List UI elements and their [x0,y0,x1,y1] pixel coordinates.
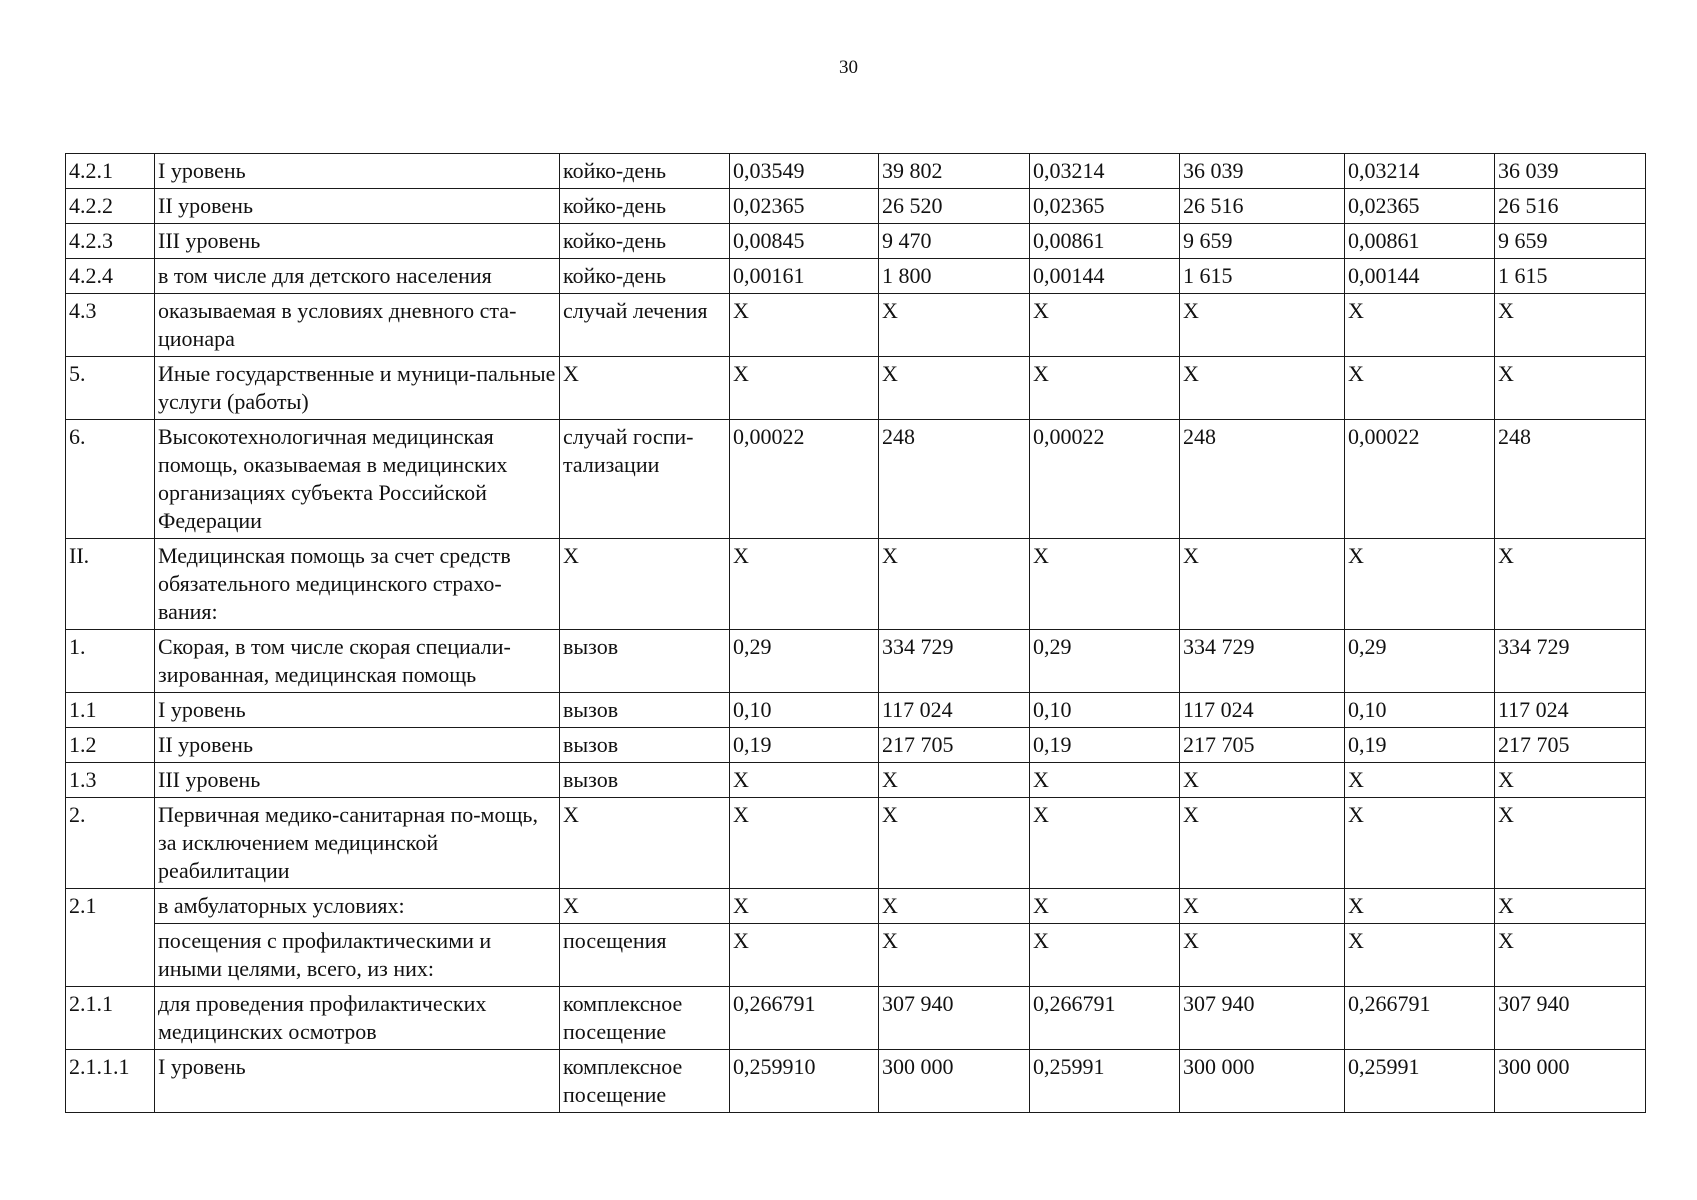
value-cell: 0,266791 [1030,987,1180,1050]
row-number-cell: 4.2.1 [66,154,155,189]
table-row [66,259,1646,294]
value-cell: 334 729 [1180,630,1345,693]
value-cell: 217 705 [1495,728,1646,763]
value-cell: X [1495,889,1646,924]
value-cell: X [730,924,879,987]
value-cell: 0,03549 [730,154,879,189]
value-cell: 0,00022 [1030,420,1180,539]
row-name-cell: I уровень [155,1050,560,1113]
row-name-cell: Медицинская помощь за счет средств обязательного медицинского страхо-вания: [155,539,560,630]
value-cell: 307 940 [1495,987,1646,1050]
row-unit-cell: X [560,889,730,924]
row-unit-cell: X [560,798,730,889]
value-cell: X [1345,539,1495,630]
row-unit-cell: X [560,539,730,630]
value-cell: 334 729 [879,630,1030,693]
row-name-cell: для проведения профилактических медицинских осмотров [155,987,560,1050]
value-cell: X [1495,539,1646,630]
value-cell: X [1345,357,1495,420]
table-row [66,154,1646,189]
row-name-cell: посещения с профилактическими и иными целями, всего, из них: [155,924,560,987]
table-row [66,798,1646,889]
value-cell: X [730,294,879,357]
table-row [66,924,1646,987]
value-cell: X [730,798,879,889]
value-cell: X [1495,763,1646,798]
value-cell: X [1345,924,1495,987]
value-cell: 36 039 [1495,154,1646,189]
row-unit-cell: койко-день [560,189,730,224]
row-unit-cell: случай лечения [560,294,730,357]
row-number-cell: 4.2.2 [66,189,155,224]
row-number-cell: 2. [66,798,155,889]
value-cell: X [1180,763,1345,798]
value-cell: 0,00022 [730,420,879,539]
value-cell: X [1030,357,1180,420]
value-cell: 36 039 [1180,154,1345,189]
table-row [66,357,1646,420]
value-cell: 307 940 [879,987,1030,1050]
value-cell: 9 659 [1180,224,1345,259]
value-cell: X [1495,924,1646,987]
row-name-cell: III уровень [155,763,560,798]
table-row [66,224,1646,259]
row-number-cell: 4.2.4 [66,259,155,294]
value-cell: X [879,889,1030,924]
value-cell: 0,259910 [730,1050,879,1113]
table-row [66,728,1646,763]
row-unit-cell: посещения [560,924,730,987]
value-cell: 0,03214 [1030,154,1180,189]
value-cell: 9 659 [1495,224,1646,259]
row-number-cell: 4.2.3 [66,224,155,259]
value-cell: 0,00144 [1345,259,1495,294]
value-cell: X [1030,798,1180,889]
value-cell: 1 615 [1180,259,1345,294]
value-cell: 0,266791 [1345,987,1495,1050]
value-cell: 0,00845 [730,224,879,259]
table-row [66,539,1646,630]
table-row [66,420,1646,539]
row-number-cell: 1.1 [66,693,155,728]
value-cell: 0,10 [730,693,879,728]
row-number-cell: 5. [66,357,155,420]
value-cell: 26 516 [1180,189,1345,224]
row-name-cell: II уровень [155,189,560,224]
row-unit-cell: комплексное посещение [560,1050,730,1113]
row-name-cell: оказываемая в условиях дневного ста-ционара [155,294,560,357]
row-name-cell: Иные государственные и муници-пальные услуги (работы) [155,357,560,420]
page-number: 30 [839,57,858,78]
row-name-cell: I уровень [155,693,560,728]
value-cell: 0,00022 [1345,420,1495,539]
value-cell: 0,29 [1030,630,1180,693]
value-cell: 334 729 [1495,630,1646,693]
value-cell: X [879,763,1030,798]
table-row [66,294,1646,357]
value-cell: X [1180,357,1345,420]
row-name-cell: в том числе для детского населения [155,259,560,294]
value-cell: 0,03214 [1345,154,1495,189]
row-unit-cell: случай госпи-тализации [560,420,730,539]
value-cell: X [1180,924,1345,987]
value-cell: X [1345,763,1495,798]
data-table [65,153,1646,1113]
value-cell: 0,29 [1345,630,1495,693]
value-cell: X [1030,924,1180,987]
table-row [66,763,1646,798]
value-cell: 0,00861 [1345,224,1495,259]
row-unit-cell: койко-день [560,154,730,189]
value-cell: X [730,763,879,798]
table-row [66,630,1646,693]
value-cell: 248 [1495,420,1646,539]
value-cell: 300 000 [1180,1050,1345,1113]
row-number-cell: 6. [66,420,155,539]
value-cell: 0,00861 [1030,224,1180,259]
value-cell: X [730,539,879,630]
value-cell: 26 516 [1495,189,1646,224]
row-number-cell: 1.2 [66,728,155,763]
row-name-cell: в амбулаторных условиях: [155,889,560,924]
value-cell: X [1345,889,1495,924]
row-unit-cell: койко-день [560,259,730,294]
row-name-cell: Скорая, в том числе скорая специали-зированная, медицинская помощь [155,630,560,693]
row-number-cell: 2.1.1 [66,987,155,1050]
value-cell: X [1030,889,1180,924]
row-number-cell: 1. [66,630,155,693]
row-number-cell: 2.1 [66,889,155,987]
value-cell: X [1030,763,1180,798]
value-cell: 248 [879,420,1030,539]
value-cell: 0,19 [1345,728,1495,763]
value-cell: X [879,294,1030,357]
table-row [66,987,1646,1050]
table-row [66,189,1646,224]
value-cell: 0,19 [1030,728,1180,763]
value-cell: X [1030,294,1180,357]
row-number-cell: 4.3 [66,294,155,357]
row-name-cell: II уровень [155,728,560,763]
value-cell: 0,19 [730,728,879,763]
value-cell: 26 520 [879,189,1030,224]
value-cell: 1 615 [1495,259,1646,294]
value-cell: 0,10 [1030,693,1180,728]
value-cell: 117 024 [1495,693,1646,728]
value-cell: X [1345,798,1495,889]
value-cell: 0,29 [730,630,879,693]
row-unit-cell: X [560,357,730,420]
value-cell: X [1495,294,1646,357]
row-unit-cell: комплексное посещение [560,987,730,1050]
value-cell: X [1180,294,1345,357]
value-cell: X [879,539,1030,630]
value-cell: 0,02365 [1345,189,1495,224]
value-cell: 0,02365 [730,189,879,224]
value-cell: 300 000 [1495,1050,1646,1113]
value-cell: 0,10 [1345,693,1495,728]
row-unit-cell: вызов [560,763,730,798]
value-cell: 0,266791 [730,987,879,1050]
value-cell: 300 000 [879,1050,1030,1113]
value-cell: 0,25991 [1030,1050,1180,1113]
row-name-cell: III уровень [155,224,560,259]
value-cell: 307 940 [1180,987,1345,1050]
row-number-cell: 2.1.1.1 [66,1050,155,1113]
value-cell: X [1495,798,1646,889]
value-cell: X [730,889,879,924]
value-cell: X [879,924,1030,987]
row-unit-cell: койко-день [560,224,730,259]
table-row [66,693,1646,728]
value-cell: 217 705 [1180,728,1345,763]
value-cell: X [1030,539,1180,630]
value-cell: 9 470 [879,224,1030,259]
row-unit-cell: вызов [560,693,730,728]
value-cell: 0,00161 [730,259,879,294]
value-cell: X [1180,798,1345,889]
value-cell: X [730,357,879,420]
value-cell: X [1345,294,1495,357]
value-cell: X [1495,357,1646,420]
value-cell: 117 024 [879,693,1030,728]
value-cell: 248 [1180,420,1345,539]
row-number-cell: 1.3 [66,763,155,798]
value-cell: X [1180,889,1345,924]
value-cell: X [1180,539,1345,630]
value-cell: 217 705 [879,728,1030,763]
value-cell: X [879,798,1030,889]
row-number-cell: II. [66,539,155,630]
value-cell: 1 800 [879,259,1030,294]
table-row [66,889,1646,924]
value-cell: 0,00144 [1030,259,1180,294]
table-row [66,1050,1646,1113]
row-name-cell: I уровень [155,154,560,189]
value-cell: 0,02365 [1030,189,1180,224]
value-cell: 0,25991 [1345,1050,1495,1113]
row-name-cell: Первичная медико-санитарная по-мощь, за исключением медицинской реабилитации [155,798,560,889]
row-name-cell: Высокотехнологичная медицинская помощь, оказываемая в медицинских организациях субъекта Российской Федерации [155,420,560,539]
value-cell: 117 024 [1180,693,1345,728]
table-body [66,154,1646,1113]
row-unit-cell: вызов [560,630,730,693]
value-cell: 39 802 [879,154,1030,189]
row-unit-cell: вызов [560,728,730,763]
value-cell: X [879,357,1030,420]
